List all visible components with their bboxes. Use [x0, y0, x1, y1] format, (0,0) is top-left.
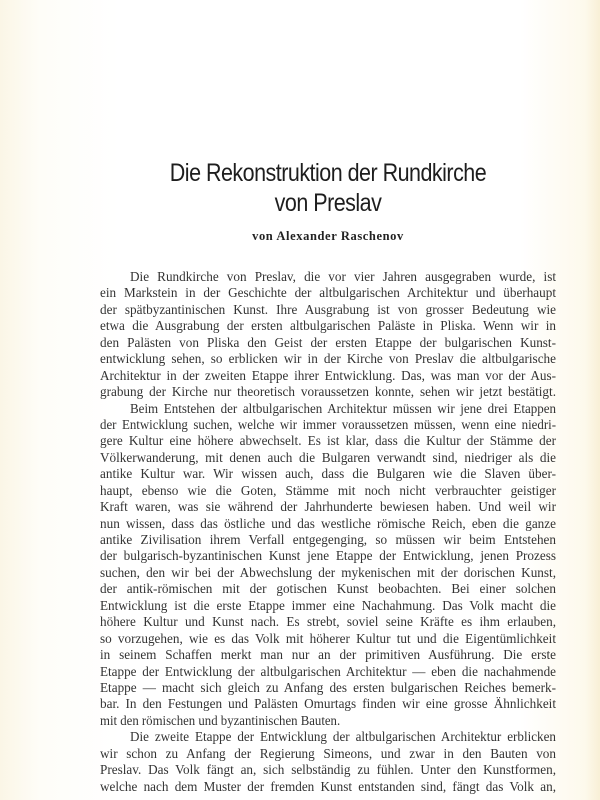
text-line: haupt, ebenso wie die Goten, Stämme mit noch nicht verbrauchter geistiger [100, 482, 556, 498]
text-line: Die zweite Etappe der Entwicklung der altbulgarischen Architektur erblicken [130, 729, 556, 745]
title-line-2: von Preslav [274, 189, 382, 217]
text-line: suchen, den wir bei der Abwechslung der mykenischen mit der dorischen Kunst, [100, 564, 556, 580]
text-line: ein Markstein in der Geschichte der altbulgarischen Architektur und überhaupt [100, 285, 556, 301]
text-line: Beim Entstehen der altbulgarischen Architektur müssen wir jene drei Etappen [130, 400, 556, 416]
text-line: den Palästen von Pliska den Geist der ersten Etappe der bulgarischen Kunst- [100, 334, 556, 350]
text-line: Preslav. Das Volk fängt an, sich selbständig zu fühlen. Unter den Kunstformen, [100, 762, 556, 778]
text-line: höhere Kultur und Kunst nach. Es strebt, soviel seine Kräfte es ihm erlauben, [100, 614, 556, 630]
text-line: welche nach dem Muster der fremden Kunst entstanden sind, fängt das Volk an, [100, 778, 556, 794]
text-line: Kraft waren, was sie während der Jahrhunderte bewiesen haben. Und weil wir [100, 499, 556, 515]
text-line: der spätbyzantinischen Kunst. Ihre Ausgrabung ist von grosser Bedeutung wie [100, 301, 556, 317]
text-line: wir schon zu Anfang der Regierung Simeons, und zwar in den Bauten von [100, 745, 556, 761]
text-line: Architektur in der zweiten Etappe ihrer Entwicklung. Das, was man vor der Aus- [100, 367, 556, 383]
text-line: Entwicklung ist die erste Etappe immer eine Nachahmung. Das Volk macht die [100, 597, 556, 613]
text-line: gere Kultur eine höhere abwechselt. Es ist klar, dass die Kultur der Stämme der [100, 433, 556, 449]
text-line: der antik-römischen mit der gotischen Kunst beobachten. Bei einer solchen [100, 581, 556, 597]
author-byline: von Alexander Raschenov [252, 229, 404, 243]
text-line: bar. In den Festungen und Palästen Omurtags finden wir eine grosse Ähnlichkeit [100, 696, 556, 712]
text-line: antike Zivilisation ihrem Verfall entgegenging, so müssen wir beim Entstehen [100, 532, 556, 547]
paragraph-3 [100, 729, 556, 795]
text-line: nun wissen, dass das östliche und das westliche römische Reich, eben die ganze [100, 515, 556, 531]
text-line: entwicklung sehen, so erblicken wir in der Kirche von Preslav die altbulgarische [100, 351, 556, 367]
text-line: antike Kultur war. Wir wissen auch, dass die Bulgaren wie die Slaven über- [100, 466, 556, 482]
text-line: in seinem Schaffen merkt man nur an der primitiven Ausführung. Die erste [100, 647, 556, 663]
text-line: Die Rundkirche von Preslav, die vor vier Jahren ausgegraben wurde, ist [130, 269, 556, 284]
paragraph-1 [100, 269, 556, 401]
text-line: mit den römischen und byzantinischen Bauten. [100, 712, 341, 728]
text-line: so vorzugehen, wie es das Volk mit höherer Kultur tut und die Eigentümlichkeit [100, 630, 556, 646]
text-line: etwa die Ausgrabung der ersten altbulgarischen Paläste in Pliska. Wenn wir in [100, 318, 556, 334]
article-title [132, 158, 524, 218]
article-body [100, 269, 556, 795]
text-line: der bulgarisch-byzantinischen Kunst jene Etappe der Entwicklung, jenen Prozess [100, 548, 556, 564]
text-line: grabung der Kirche nur theoretisch voraussetzen konnte, sehen wir jetzt bestätigt. [100, 384, 556, 400]
text-line: der Entwicklung suchen, welche wir immer voraussetzen müssen, wenn eine niedri- [100, 416, 557, 432]
text-line: Völkerwanderung, mit denen auch die Bulgaren verwandt sind, niedriger als die [100, 449, 556, 465]
text-line: Etappe — macht sich gleich zu Anfang des ersten bulgarischen Reiches bemerk- [100, 679, 556, 695]
text-line: Etappe der Entwicklung der altbulgarischen Architektur — eben die nachahmende [100, 663, 556, 679]
title-line-1: Die Rekonstruktion der Rundkirche [169, 159, 487, 187]
paragraph-2 [100, 401, 556, 730]
